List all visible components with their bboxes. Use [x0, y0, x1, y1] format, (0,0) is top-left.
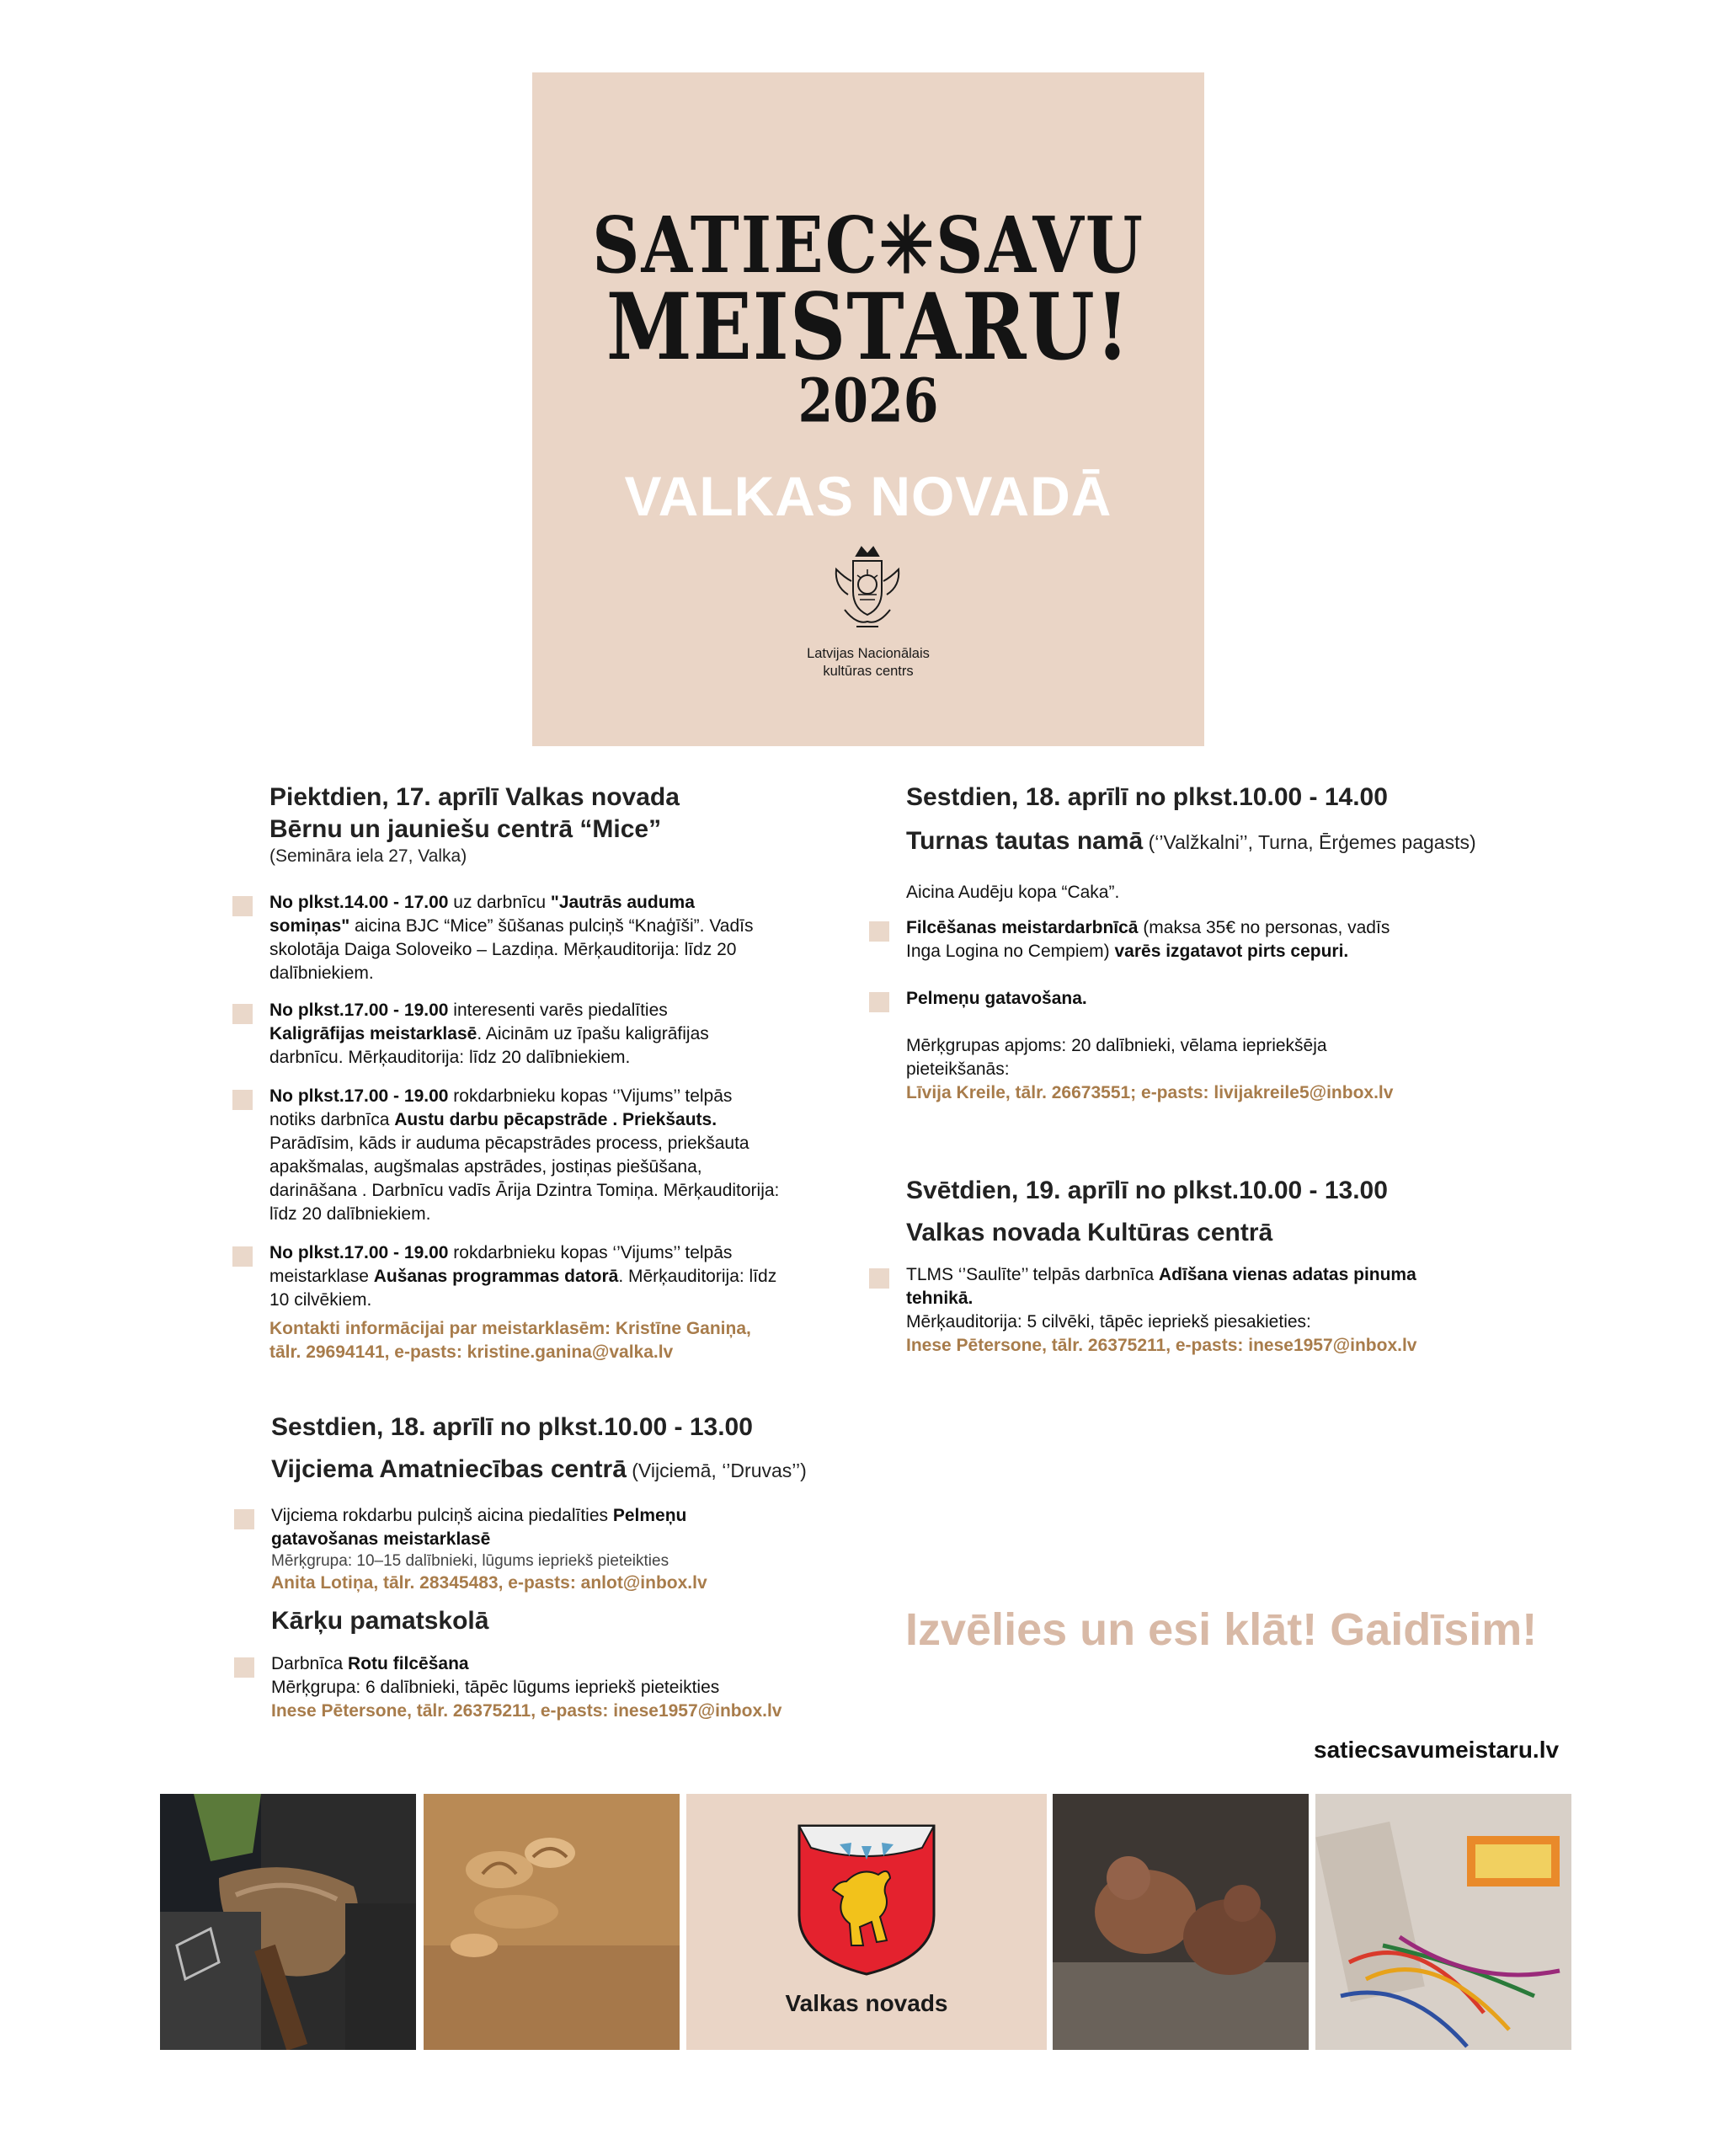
text: . Aicinām uz īpašu kaligrāfijas [477, 1024, 709, 1043]
vijciems-contact: Anita Lotiņa, tālr. 28345483, e-pasts: anlot@inbox.lv [271, 1573, 707, 1593]
header-panel [532, 72, 1204, 746]
text: Darbnīca [271, 1654, 349, 1673]
contact-line-1: Kontakti informācijai par meistarklasēm: Kristīne Ganiņa, [269, 1319, 751, 1338]
workshop-name: Rotu filcēšana [348, 1654, 469, 1673]
text: 10 cilvēkiem. [269, 1290, 372, 1310]
event-year: 2026 [797, 366, 939, 437]
photo-wood-shavings [424, 1794, 680, 2050]
contact-line-2: tālr. 29694141, e-pasts: kristine.ganina@valka.lv [269, 1342, 674, 1362]
photo-weaving-threads [1315, 1794, 1571, 2050]
photo-clay-whistles [1053, 1794, 1309, 2050]
turna-item-2 [906, 987, 1496, 1011]
vijciems-venue [271, 1454, 878, 1486]
friday-item-1 [269, 891, 842, 985]
text: meistarklase [269, 1267, 374, 1286]
workshop-name: Austu darbu pēcapstrāde . Priekšauts. [394, 1110, 717, 1129]
friday-contact [269, 1317, 859, 1364]
karki-contact: Inese Pētersone, tālr. 26375211, e-pasts: inese1957@inbox.lv [271, 1701, 782, 1721]
bagpipe-photo-icon [160, 1794, 416, 2050]
friday-item-3 [269, 1085, 859, 1226]
bullet-square-icon [232, 1090, 253, 1110]
turna-contact: Līvija Kreile, tālr. 26673551; e-pasts: livijakreile5@inbox.lv [906, 1083, 1394, 1102]
vijciems-section [271, 1412, 878, 1486]
sunday-item [906, 1263, 1512, 1358]
bullet-square-icon [234, 1657, 254, 1678]
text: darināšana . Darbnīcu vadīs Ārija Dzintra Tomiņa. Mērķauditorija: [269, 1181, 780, 1200]
turna-intro: Aicina Audēju kopa “Caka”. [906, 883, 1120, 902]
text: aicina BJC “Mice” šūšanas pulciņš “Knaģīši”. Vadīs [349, 916, 754, 936]
organization-name-line-1: Latvijas Nacionālais [807, 646, 930, 661]
sunday-section [906, 1175, 1512, 1249]
turna-note [906, 1034, 1496, 1105]
karki-venue: Kārķu pamatskolā [271, 1607, 489, 1635]
municipality-name: Valkas novads [785, 1990, 948, 2016]
text: . Mērķauditorija: līdz [618, 1267, 777, 1286]
lnkc-crest-icon [823, 544, 912, 633]
turna-venue [906, 825, 1512, 858]
valka-coat-of-arms-icon [796, 1822, 937, 1977]
bullet-square-icon [232, 1246, 253, 1267]
time: No plkst.17.00 - 19.00 [269, 1243, 449, 1262]
karki-item [271, 1652, 878, 1723]
bullet-square-icon [232, 1004, 253, 1024]
friday-section [269, 782, 859, 867]
event-title-line-1: SATIEC✳SAVU [592, 200, 1144, 291]
municipality-panel [686, 1794, 1047, 2050]
friday-item-4 [269, 1241, 842, 1312]
turna-section [906, 782, 1512, 858]
text: apakšmalas, augšmalas apstrādes, jostiņas piešūšana, [269, 1157, 702, 1177]
text: skolotāja Daiga Soloveiko – Lazdiņa. Mērķauditorija: līdz 20 [269, 940, 737, 959]
weaving-threads-photo-icon [1315, 1794, 1571, 2050]
venue-name: Turnas tautas namā [906, 827, 1144, 855]
workshop-name: Kaligrāfijas meistarklasē [269, 1024, 477, 1043]
event-title-line-2: MEISTARU! [605, 273, 1131, 381]
organization-name-line-2: kultūras centrs [823, 664, 914, 679]
bullet-square-icon [869, 1268, 889, 1289]
text: darbnīcu. Mērķauditorija: līdz 20 dalībniekiem. [269, 1048, 631, 1067]
workshop-name: Pelmeņu gatavošana. [906, 989, 1087, 1008]
sunday-venue: Valkas novada Kultūras centrā [906, 1219, 1273, 1246]
text: līdz 20 dalībniekiem. [269, 1204, 431, 1224]
target-group-note: Mērķgrupas apjoms: 20 dalībnieki, vēlama iepriekšēja [906, 1036, 1327, 1055]
workshop-name: Filcēšanas meistardarbnīcā [906, 918, 1139, 937]
workshop-name: "Jautrās auduma [550, 893, 695, 912]
friday-item-2 [269, 999, 842, 1070]
clay-whistles-photo-icon [1053, 1794, 1309, 2050]
venue-name: Vijciema Amatniecības centrā [271, 1455, 627, 1483]
turna-heading: Sestdien, 18. aprīlī no plkst.10.00 - 14.00 [906, 783, 1388, 811]
workshop-name: Pelmeņu [612, 1506, 687, 1525]
text: rokdarbnieku kopas ‘’Vijums’’ telpās [448, 1243, 733, 1262]
target-group-note: Mērķgrupa: 10–15 dalībnieki, lūgums iepriekš pieteikties [271, 1552, 669, 1570]
text: dalībniekiem. [269, 963, 374, 983]
friday-address: (Semināra iela 27, Valka) [269, 846, 467, 866]
bullet-square-icon [232, 896, 253, 916]
text: interesenti varēs piedalīties [448, 1001, 668, 1020]
time: No plkst.14.00 - 17.00 [269, 893, 449, 912]
target-group-note: Mērķgrupa: 6 dalībnieki, tāpēc lūgums iepriekš pieteikties [271, 1678, 720, 1697]
turna-item-1 [906, 916, 1496, 963]
time: No plkst.17.00 - 19.00 [269, 1001, 449, 1020]
workshop-name: tehnikā. [906, 1289, 974, 1308]
call-to-action: Izvēlies un esi klāt! Gaidīsim! [905, 1604, 1538, 1655]
time: No plkst.17.00 - 19.00 [269, 1086, 449, 1106]
text: rokdarbnieku kopas ‘’Vijums’’ telpās [448, 1086, 733, 1106]
sunday-contact: Inese Pētersone, tālr. 26375211, e-pasts: inese1957@inbox.lv [906, 1336, 1417, 1355]
organization-name [532, 645, 1204, 680]
sunday-heading: Svētdien, 19. aprīlī no plkst.10.00 - 13.00 [906, 1177, 1388, 1204]
text: notiks darbnīca [269, 1110, 395, 1129]
friday-heading-1: Piektdien, 17. aprīlī Valkas novada [269, 783, 680, 811]
vijciems-heading: Sestdien, 18. aprīlī no plkst.10.00 - 13.00 [271, 1413, 753, 1441]
text: Parādīsim, kāds ir auduma pēcapstrādes process, priekšauta [269, 1134, 749, 1153]
friday-heading-2: Bērnu un jauniešu centrā “Mice” [269, 815, 662, 843]
workshop-name: somiņas" [269, 916, 350, 936]
workshop-name: Adīšana vienas adatas pinuma [1159, 1265, 1416, 1284]
bullet-square-icon [234, 1509, 254, 1529]
bullet-square-icon [869, 992, 889, 1012]
workshop-name: Aušanas programmas datorā [373, 1267, 619, 1286]
vijciems-item [271, 1504, 861, 1595]
workshop-name: gatavošanas meistarklasē [271, 1529, 491, 1549]
text: (maksa 35€ no personas, vadīs [1138, 918, 1390, 937]
region-subtitle: VALKAS NOVADĀ [624, 465, 1112, 527]
target-group-note: Mērķauditorija: 5 cilvēki, tāpēc iepriekš piesakieties: [906, 1312, 1311, 1331]
text: uz darbnīcu [448, 893, 551, 912]
wood-shavings-photo-icon [424, 1794, 680, 2050]
target-group-note: pieteikšanās: [906, 1059, 1010, 1079]
website-link[interactable]: satiecsavumeistaru.lv [1314, 1737, 1560, 1763]
bullet-square-icon [869, 921, 889, 942]
photo-bagpipe-player [160, 1794, 416, 2050]
workshop-result: varēs izgatavot pirts cepuri. [1114, 942, 1349, 961]
venue-location: (Vijciemā, ‘’Druvas’’) [626, 1460, 807, 1481]
text: Inga Logina no Cempiem) [906, 942, 1115, 961]
text: Vijciema rokdarbu pulciņš aicina piedalīties [271, 1506, 613, 1525]
venue-location: (‘’Valžkalni’’, Turna, Ērģemes pagasts) [1143, 831, 1476, 853]
text: TLMS ‘’Saulīte’’ telpās darbnīca [906, 1265, 1159, 1284]
